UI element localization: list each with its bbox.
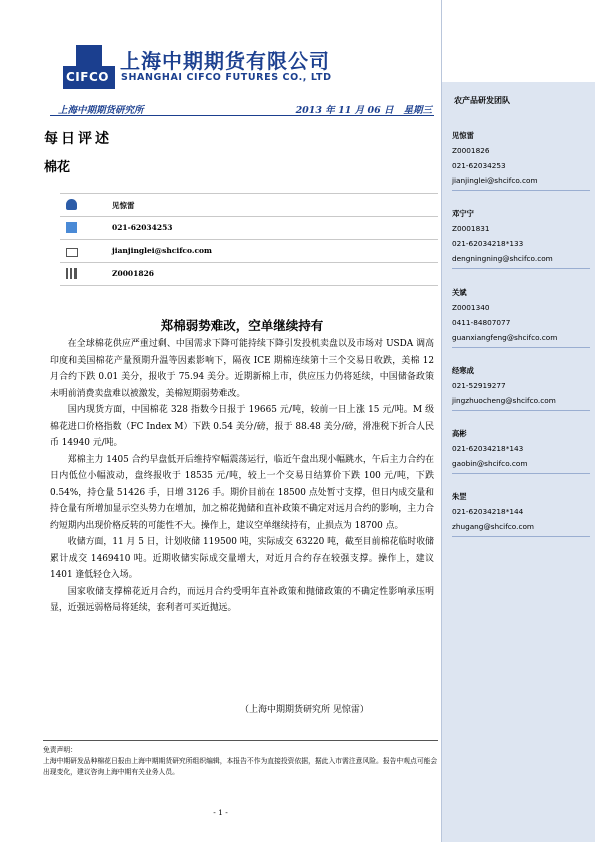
member-email[interactable]: gaobin@shcifco.com [452,459,528,468]
member-id: Z0001831 [452,224,490,233]
member-name: 见惊雷 [452,131,474,140]
member-id: Z0001826 [452,146,490,155]
member-phone: 021-52919277 [452,381,506,390]
member-phone: 021-62034218*144 [452,507,524,516]
member-email[interactable]: zhugang@shcifco.com [452,522,535,531]
member-name: 经寒成 [452,366,474,375]
member-name: 高彬 [452,429,467,438]
company-name-cn: 上海中期期货有限公司 [120,49,330,73]
section-title: 每日评述 [44,131,112,147]
contact-value[interactable]: jianjinglei@shcifco.com [112,246,212,255]
report-weekday: 星期三 [403,105,432,116]
member-name: 关斌 [452,288,467,297]
sidebar-top-blank [442,0,595,82]
member-phone: 021-62034218*133 [452,239,524,248]
article-paragraph: 在全球棉花供应严重过剩、中国需求下降可能持续下降引发投机卖盘以及市场对 USDA 调高印度和美国棉花产量预期升温等因素影响下，隔夜 ICE 期棉连续第十三个交易日收跌，美棉 12 月合约下跌 0.01 美分，报收于 75.94 美分。近期新棉上市，供应压力仍将延续，中国储备政策未明前消费卖盘难以被激发，美棉短期弱势难改。 [50,339,434,399]
company-name-en: SHANGHAI CIFCO FUTURES CO., LTD [121,72,332,83]
contact-row-phone [60,216,438,239]
article-title: 郑棉弱势难改，空单继续持有 [160,318,324,333]
research-team-sidebar [441,0,595,842]
contact-value: Z0001826 [112,269,155,278]
report-date: 2013 年 11 月 06 日 [295,105,394,116]
member-phone: 0411-84807077 [452,318,511,327]
header-bar [50,101,434,116]
disclaimer-text: 上海中期研发品种棉花日报由上海中期期货研究所组织编辑，本报告不作为直接投资依据，据此入市需注意风险。报告中观点可能会出现变化，建议咨询上海中期有关业务人员。 [43,757,438,776]
contact-value: 见惊雷 [112,201,135,210]
member-id: Z0001340 [452,303,490,312]
member-divider [452,190,590,191]
article-paragraph: 收储方面，11 月 5 日，计划收储 119500 吨，实际成交 63220 吨，截至目前棉花临时收储累计成交 1469410 吨。近期收储实际成交量增大，对近月合约存在较强支撑。操作上，建议 1401 逢低轻仓入场。 [50,537,434,580]
article-body [50,336,434,617]
footer-divider [43,740,438,741]
team-title: 农产品研发团队 [454,96,510,105]
member-divider [452,473,590,474]
analyst-contact-table [60,193,438,286]
cifco-logo [63,45,115,89]
member-divider [452,268,590,269]
contact-value: 021-62034253 [112,223,173,232]
member-divider [452,536,590,537]
member-name: 邓宁宁 [452,209,474,218]
article-paragraph: 国家收储支撑棉花近月合约，而远月合约受明年直补政策和抛储政策的不确定性影响承压明显，近强远弱格局将延续，套利者可买近抛远。 [50,586,434,613]
id-card-icon [66,268,77,279]
report-date-group [286,102,432,116]
contact-row-name [60,193,438,216]
team-member [452,363,590,411]
member-name: 朱罡 [452,492,467,501]
team-member [452,285,590,348]
page-number: - 1 - [213,808,228,817]
article-signature: （上海中期期货研究所 见惊雷） [240,705,369,715]
member-email[interactable]: jianjinglei@shcifco.com [452,176,538,185]
person-icon [66,199,77,210]
team-member [452,128,590,191]
article-paragraph: 郑棉主力 1405 合约早盘低开后维持窄幅震荡运行，临近午盘出现小幅跳水，午后主力合约在日内低位小幅波动，盘终报收于 18535 元/吨，较上一个交易日结算价下跌 100 元/吨，下跌 0.54%，持仓量 51426 手，日增 3126 手。期价目前在 18500 点处暂寸支撑，但日内成交量和持仓量有所增加显示空头势力在增加，加之棉花抛储和直补政策不确定对远月合约的影响，主力合约短期内出现价格反转的可能性不大。操作上，建议空单继续持有，止损点为 18700 点。 [50,454,434,531]
member-email[interactable]: guanxiangfeng@shcifco.com [452,333,558,342]
article-paragraph: 国内现货方面，中国棉花 328 指数今日报于 19665 元/吨，较前一日上涨 15 元/吨。M 级棉花进口价格指数（FC Index M）下跌 0.54 美分/磅，报于 88.48 美分/磅，滑准税下折合人民币 14940 元/吨。 [50,405,434,448]
member-phone: 021-62034218*143 [452,444,524,453]
phone-icon [66,222,77,233]
member-divider [452,410,590,411]
contact-row-email [60,239,438,262]
logo-square-top [76,45,102,66]
institute-name: 上海中期期货研究所 [58,105,144,116]
member-divider [452,347,590,348]
logo-text: CIFCO [66,70,109,84]
member-phone: 021-62034253 [452,161,506,170]
mail-icon [66,248,78,257]
team-member [452,426,590,474]
team-member [452,206,590,269]
disclaimer [43,745,438,778]
team-member [452,489,590,537]
disclaimer-heading: 免责声明： [43,746,77,754]
member-email[interactable]: dengningning@shcifco.com [452,254,553,263]
commodity-title: 棉花 [44,160,71,175]
contact-row-id [60,262,438,286]
member-email[interactable]: jingzhuocheng@shcifco.com [452,396,556,405]
